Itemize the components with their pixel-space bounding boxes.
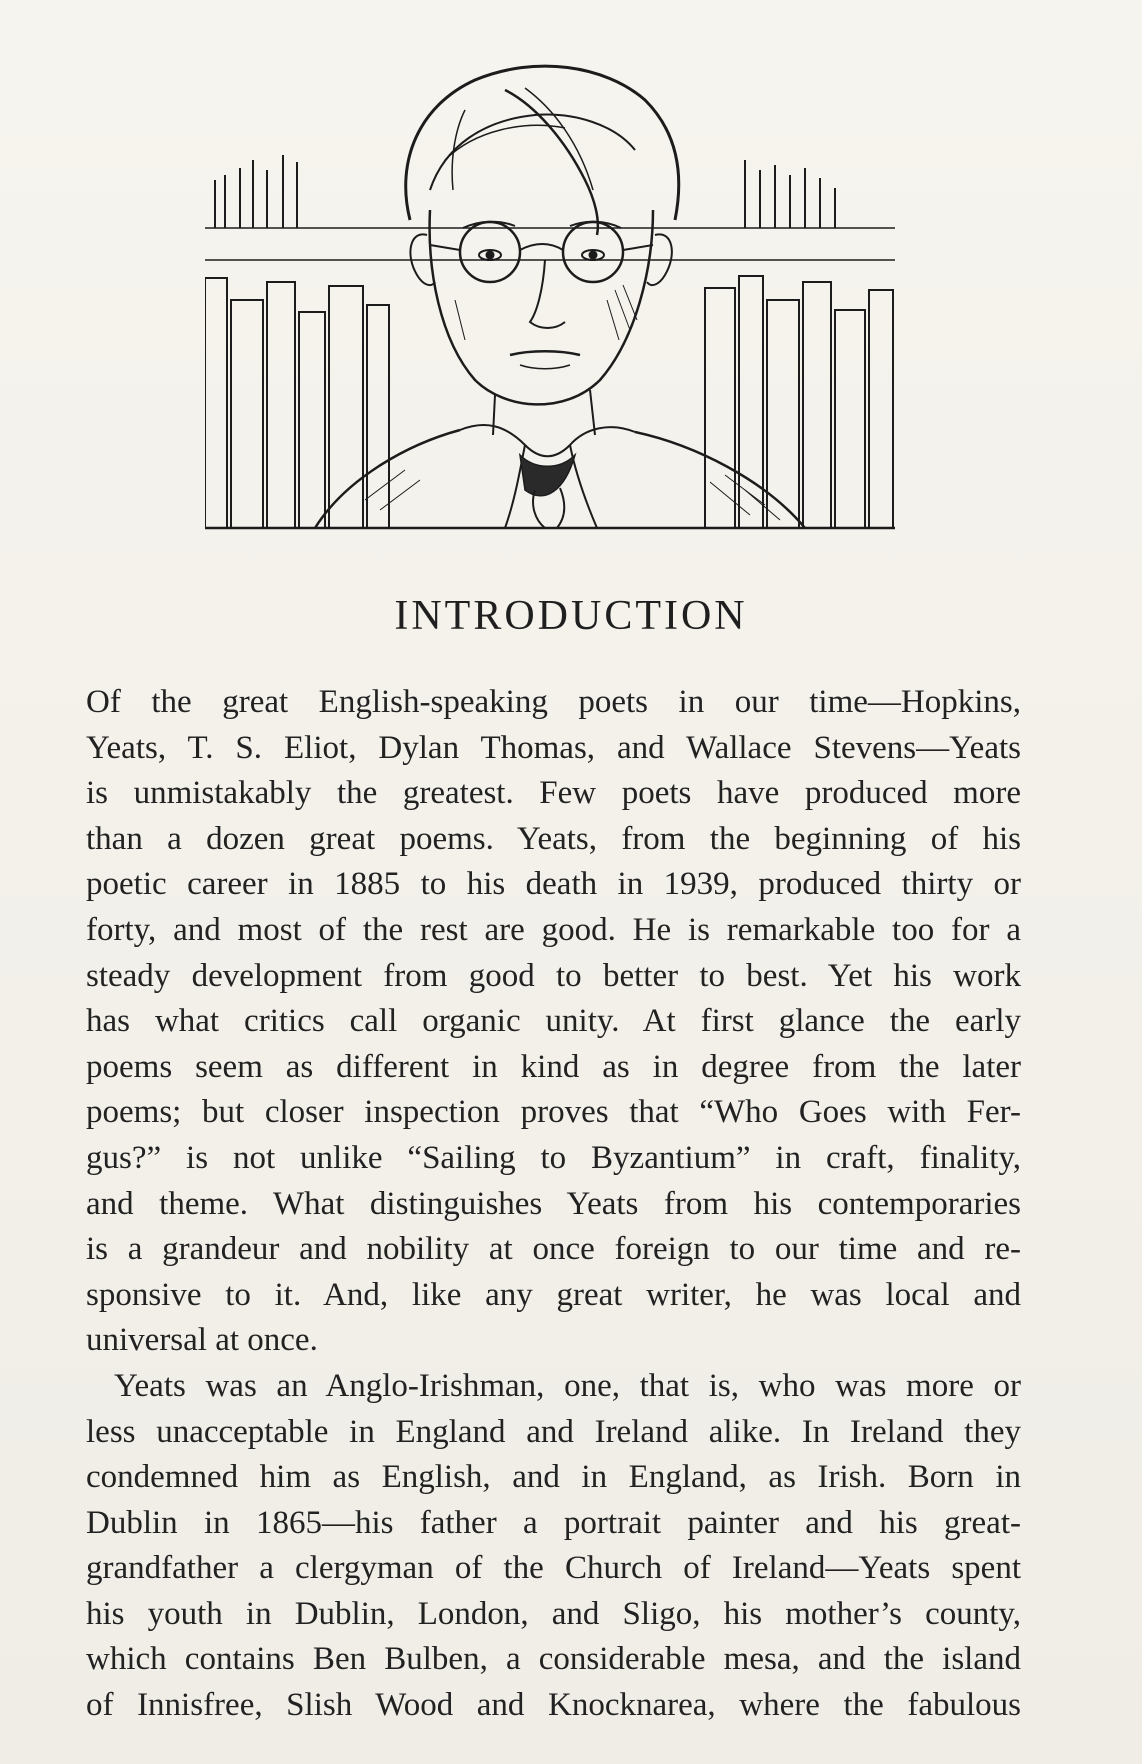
- text-line: condemned him as English, and in England, as Irish. Born in: [86, 1459, 1021, 1496]
- text-line: gus?” is not unlike “Sailing to Byzantium” in craft, finality,: [86, 1139, 1021, 1176]
- text-line: Of the great English-speaking poets in our time—Hopkins,: [86, 684, 1021, 720]
- paragraph-2: [86, 1364, 1021, 1729]
- text-line: poetic career in 1885 to his death in 1939, produced thirty or: [86, 866, 1021, 903]
- text-line: and theme. What distinguishes Yeats from his contemporaries: [86, 1185, 1021, 1222]
- text-line: universal at once.: [86, 1322, 318, 1359]
- text-line: Dublin in 1865—his father a portrait painter and his great-: [86, 1504, 1021, 1541]
- text-line: than a dozen great poems. Yeats, from the beginning of his: [86, 820, 1021, 857]
- text-line: grandfather a clergyman of the Church of Ireland—Yeats spent: [86, 1550, 1021, 1587]
- text-line: poems seem as different in kind as in degree from the later: [86, 1048, 1021, 1085]
- paragraph-1: [86, 680, 1021, 1364]
- page-title: INTRODUCTION: [394, 593, 748, 639]
- text-line: which contains Ben Bulben, a considerable mesa, and the island: [86, 1641, 1021, 1678]
- text-line: poems; but closer inspection proves that “Who Goes with Fer-: [86, 1094, 1021, 1131]
- text-line: of Innisfree, Slish Wood and Knocknarea, where the fabulous: [86, 1687, 1021, 1724]
- text-line: Yeats was an Anglo-Irishman, one, that is, who was more or: [114, 1367, 1021, 1404]
- text-line: Yeats, T. S. Eliot, Dylan Thomas, and Wallace Stevens—Yeats: [86, 729, 1021, 766]
- text-line: is a grandeur and nobility at once foreign to our time and re-: [86, 1231, 1021, 1268]
- body-text: [86, 680, 1021, 1729]
- text-line: forty, and most of the rest are good. He is remarkable too for a: [86, 911, 1021, 948]
- text-line: steady development from good to better to best. Yet his work: [86, 957, 1021, 994]
- text-line: his youth in Dublin, London, and Sligo, his mother’s county,: [86, 1595, 1021, 1632]
- portrait-illustration: [205, 50, 895, 540]
- text-line: has what critics call organic unity. At first glance the early: [86, 1003, 1021, 1040]
- text-line: less unacceptable in England and Ireland alike. In Ireland they: [86, 1413, 1021, 1450]
- text-line: is unmistakably the greatest. Few poets have produced more: [86, 775, 1021, 812]
- text-line: sponsive to it. And, like any great writer, he was local and: [86, 1276, 1021, 1313]
